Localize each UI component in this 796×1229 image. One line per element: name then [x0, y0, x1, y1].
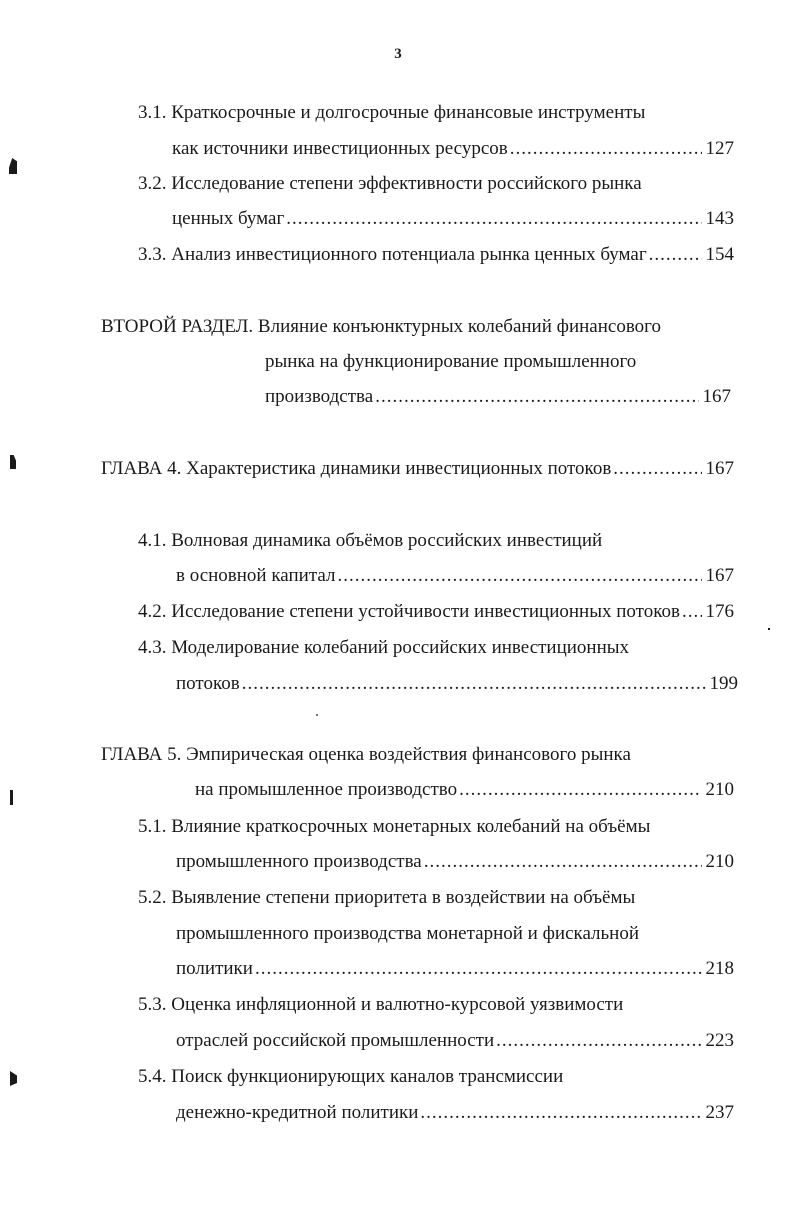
scan-mark	[10, 790, 13, 805]
toc-entry-4-3-page: 199	[709, 673, 738, 694]
leader-dots	[496, 1029, 701, 1053]
leader-dots	[242, 672, 706, 696]
toc-entry-5-4-line2: денежно-кредитной политики	[176, 1102, 419, 1123]
toc-entry-5-2-line2: промышленного производства монетарной и фискальной	[176, 923, 640, 944]
toc-entry-5-3-line1: 5.3. Оценка инфляционной и валютно-курсовой уязвимости	[138, 994, 624, 1015]
leader-dots	[424, 850, 702, 874]
leader-dots	[420, 1101, 701, 1125]
toc-entry-3-2-line1: 3.2. Исследование степени эффективности российского рынка	[138, 173, 642, 194]
leader-dots	[255, 957, 702, 981]
toc-entry-4-1-line2: в основной капитал	[176, 565, 336, 586]
toc-entry-4-3	[176, 672, 738, 696]
toc-entry-4-3-line2: потоков	[176, 673, 240, 694]
scan-mark	[10, 1071, 17, 1086]
scan-mark	[10, 455, 16, 469]
toc-entry-5-2	[176, 957, 734, 981]
toc-part2	[265, 385, 731, 409]
leader-dots	[649, 243, 702, 267]
toc-entry-5-3	[176, 1029, 734, 1053]
toc-entry-5-1-line1: 5.1. Влияние краткосрочных монетарных колебаний на объёмы	[138, 816, 651, 837]
toc-part2-line1: ВТОРОЙ РАЗДЕЛ. Влияние конъюнктурных колебаний финансового	[101, 316, 661, 337]
toc-entry-4-1	[176, 564, 734, 588]
scan-mark	[9, 158, 17, 174]
toc-chapter-4-page: 167	[705, 458, 734, 479]
toc-chapter-5-line2: на промышленное производство	[195, 779, 458, 800]
toc-entry-5-4	[176, 1101, 734, 1125]
toc-part2-line3: производства	[265, 386, 374, 407]
toc-entry-3-2	[172, 207, 734, 231]
toc-entry-3-1-line2: как источники инвестиционных ресурсов	[172, 138, 508, 159]
toc-part2-page: 167	[702, 386, 731, 407]
leader-dots	[613, 457, 701, 481]
toc-entry-5-3-page: 223	[705, 1030, 734, 1051]
page-number: 3	[394, 46, 402, 62]
toc-entry-4-3-line1: 4.3. Моделирование колебаний российских инвестиционных	[138, 637, 630, 658]
toc-entry-3-3-page: 154	[705, 244, 734, 265]
leader-dots	[682, 600, 702, 624]
toc-entry-4-2	[138, 600, 734, 624]
toc-chapter-5-page: 210	[705, 779, 734, 800]
toc-entry-5-4-page: 237	[705, 1102, 734, 1123]
leader-dots	[375, 385, 698, 409]
toc-entry-5-2-line1: 5.2. Выявление степени приоритета в воздействии на объёмы	[138, 887, 636, 908]
scan-speck	[316, 714, 318, 716]
toc-part2-line2: рынка на функционирование промышленного	[265, 351, 637, 372]
toc-entry-5-3-line2: отраслей российской промышленности	[176, 1030, 495, 1051]
toc-entry-3-1-page: 127	[705, 138, 734, 159]
toc-entry-4-2-line1: 4.2. Исследование степени устойчивости инвестиционных потоков	[138, 601, 680, 622]
toc-entry-5-2-page: 218	[705, 958, 734, 979]
leader-dots	[286, 207, 701, 231]
toc-entry-3-3-line1: 3.3. Анализ инвестиционного потенциала рынка ценных бумаг	[138, 244, 647, 265]
toc-entry-4-1-line1: 4.1. Волновая динамика объёмов российских инвестиций	[138, 530, 603, 551]
toc-entry-3-1-line1: 3.1. Краткосрочные и долгосрочные финансовые инструменты	[138, 102, 646, 123]
toc-entry-5-4-line1: 5.4. Поиск функционирующих каналов трансмиссии	[138, 1066, 564, 1087]
toc-entry-5-1-page: 210	[705, 851, 734, 872]
toc-chapter-5-line1: ГЛАВА 5. Эмпирическая оценка воздействия финансового рынка	[101, 744, 631, 765]
toc-entry-3-2-page: 143	[705, 208, 734, 229]
toc-chapter-4	[101, 457, 734, 481]
toc-entry-5-2-line3: политики	[176, 958, 253, 979]
toc-entry-3-1	[172, 137, 734, 161]
scan-speck	[768, 628, 770, 630]
toc-entry-5-1	[176, 850, 734, 874]
toc-entry-3-3	[138, 243, 734, 267]
toc-entry-4-1-page: 167	[705, 565, 734, 586]
toc-entry-3-2-line2: ценных бумаг	[172, 208, 285, 229]
toc-entry-5-1-line2: промышленного производства	[176, 851, 422, 872]
leader-dots	[510, 137, 702, 161]
leader-dots	[459, 778, 701, 802]
leader-dots	[337, 564, 701, 588]
toc-chapter-4-line1: ГЛАВА 4. Характеристика динамики инвестиционных потоков	[101, 458, 612, 479]
toc-chapter-5	[195, 778, 734, 802]
toc-entry-4-2-page: 176	[705, 601, 734, 622]
